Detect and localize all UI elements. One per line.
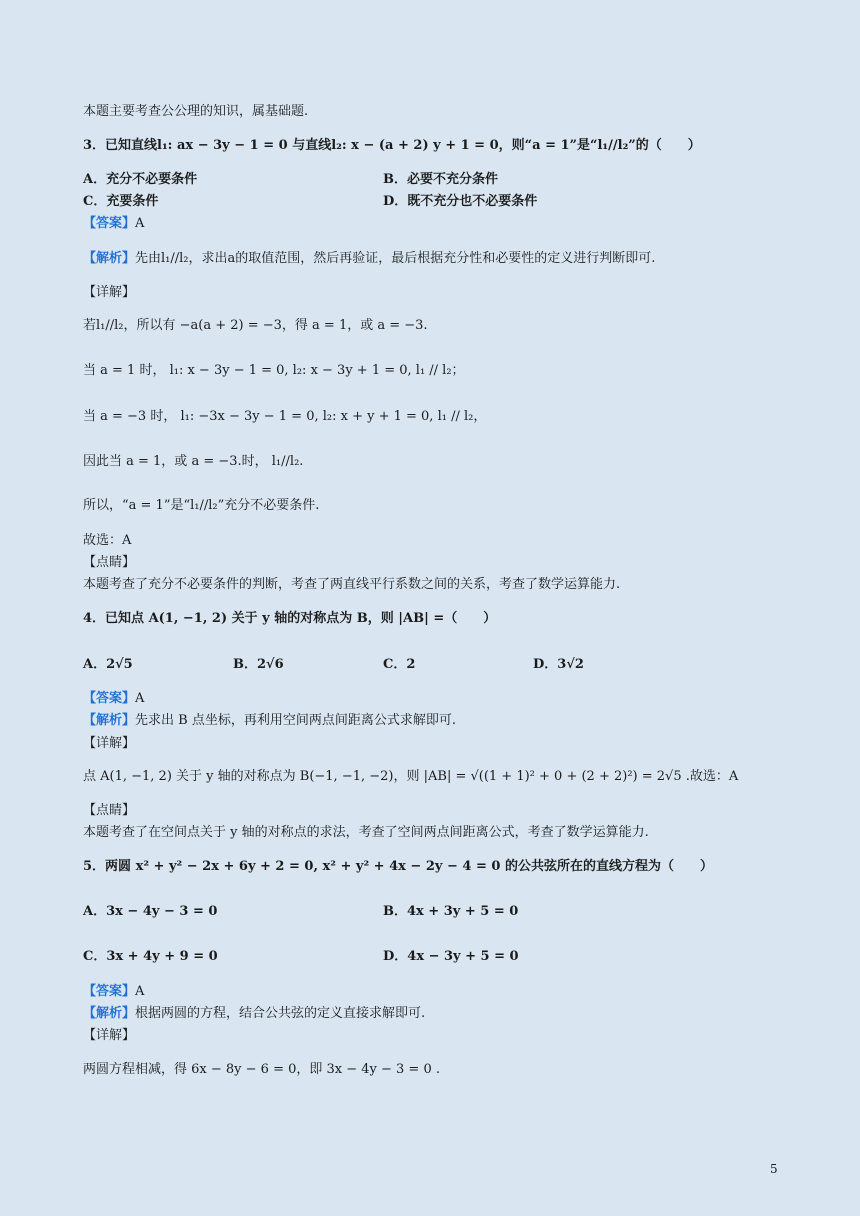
- answer-value: A: [135, 216, 145, 231]
- q3-choice: 故选：A: [83, 533, 132, 548]
- q4-detail-1: 点 A(1, −1, 2) 关于 y 轴的对称点为 B(−1, −1, −2)，则 |AB| = √((1 + 1)² + 0 + (2 + 2)²) = 2√5 .故选：A: [83, 769, 739, 784]
- answer-tag: 【答案】: [83, 984, 136, 999]
- q3-detail-tag: 【详解】: [83, 285, 136, 300]
- q4-stem: 4．已知点 A(1, −1, 2) 关于 y 轴的对称点为 B，则 |AB| =（ ）: [83, 611, 497, 626]
- analysis-text: 先由l₁//l₂，求出a的取值范围，然后再验证，最后根据充分性和必要性的定义进行判断即可.: [135, 251, 656, 266]
- q4-option-d: D．3√2: [533, 657, 584, 672]
- analysis-text: 根据两圆的方程，结合公共弦的定义直接求解即可.: [135, 1006, 426, 1021]
- answer-value: A: [135, 984, 145, 999]
- q5-stem: 5．两圆 x² + y² − 2x + 6y + 2 = 0, x² + y² + 4x − 2y − 4 = 0 的公共弦所在的直线方程为（ ）: [83, 859, 713, 874]
- q3-detail-5: 所以，“a = 1”是“l₁//l₂”充分不必要条件.: [83, 498, 320, 513]
- q5-analysis: [83, 1005, 425, 1023]
- q3-detail-1: 若l₁//l₂，所以有 −a(a + 2) = −3，得 a = 1，或 a = −3.: [83, 318, 428, 333]
- q4-detail-tag: 【详解】: [83, 736, 136, 751]
- q3-detail-3: 当 a = −3 时， l₁: −3x − 3y − 1 = 0, l₂: x + y + 1 = 0, l₁ // l₂，: [83, 409, 487, 424]
- q3-option-b: B．必要不充分条件: [383, 172, 498, 187]
- q4-answer: [83, 690, 144, 708]
- q5-option-a: A．3x − 4y − 3 = 0: [83, 904, 218, 919]
- q3-comment: 本题考查了充分不必要条件的判断，考查了两直线平行系数之间的关系，考查了数学运算能力.: [83, 577, 621, 592]
- intro-text: 本题主要考查公公理的知识，属基础题.: [83, 104, 309, 119]
- q3-detail-4: 因此当 a = 1，或 a = −3.时， l₁//l₂.: [83, 454, 304, 469]
- q5-option-b: B．4x + 3y + 5 = 0: [383, 904, 519, 919]
- q3-option-c: C．充要条件: [83, 194, 159, 209]
- answer-tag: 【答案】: [83, 691, 136, 706]
- analysis-tag: 【解析】: [83, 1006, 136, 1021]
- analysis-tag: 【解析】: [83, 713, 136, 728]
- q5-detail-tag: 【详解】: [83, 1028, 136, 1043]
- q3-answer: [83, 215, 144, 233]
- analysis-text: 先求出 B 点坐标，再利用空间两点间距离公式求解即可.: [135, 713, 456, 728]
- answer-value: A: [135, 691, 145, 706]
- q4-option-b: B．2√6: [233, 657, 284, 672]
- q4-option-a: A．2√5: [83, 657, 133, 672]
- q5-answer: [83, 983, 144, 1001]
- q4-option-c: C．2: [383, 657, 416, 672]
- q3-option-a: A．充分不必要条件: [83, 172, 198, 187]
- q4-comment: 本题考查了在空间点关于 y 轴的对称点的求法，考查了空间两点间距离公式，考查了数学运算能力.: [83, 825, 649, 840]
- q5-option-d: D．4x − 3y + 5 = 0: [383, 949, 519, 964]
- q5-option-c: C．3x + 4y + 9 = 0: [83, 949, 218, 964]
- q3-detail-2: 当 a = 1 时， l₁: x − 3y − 1 = 0, l₂: x − 3y + 1 = 0, l₁ // l₂；: [83, 363, 465, 378]
- q3-option-d: D．既不充分也不必要条件: [383, 194, 538, 209]
- page-number: 5: [770, 1162, 778, 1176]
- q4-analysis: [83, 712, 456, 730]
- q3-stem: 3．已知直线l₁: ax − 3y − 1 = 0 与直线l₂: x − (a + 2) y + 1 = 0，则“a = 1”是“l₁//l₂”的（ ）: [83, 138, 701, 153]
- analysis-tag: 【解析】: [83, 251, 136, 266]
- q4-comment-tag: 【点睛】: [83, 803, 136, 818]
- q3-comment-tag: 【点睛】: [83, 555, 136, 570]
- q5-detail-1: 两圆方程相减，得 6x − 8y − 6 = 0，即 3x − 4y − 3 = 0 .: [83, 1062, 440, 1077]
- q3-analysis: [83, 250, 655, 268]
- answer-tag: 【答案】: [83, 216, 136, 231]
